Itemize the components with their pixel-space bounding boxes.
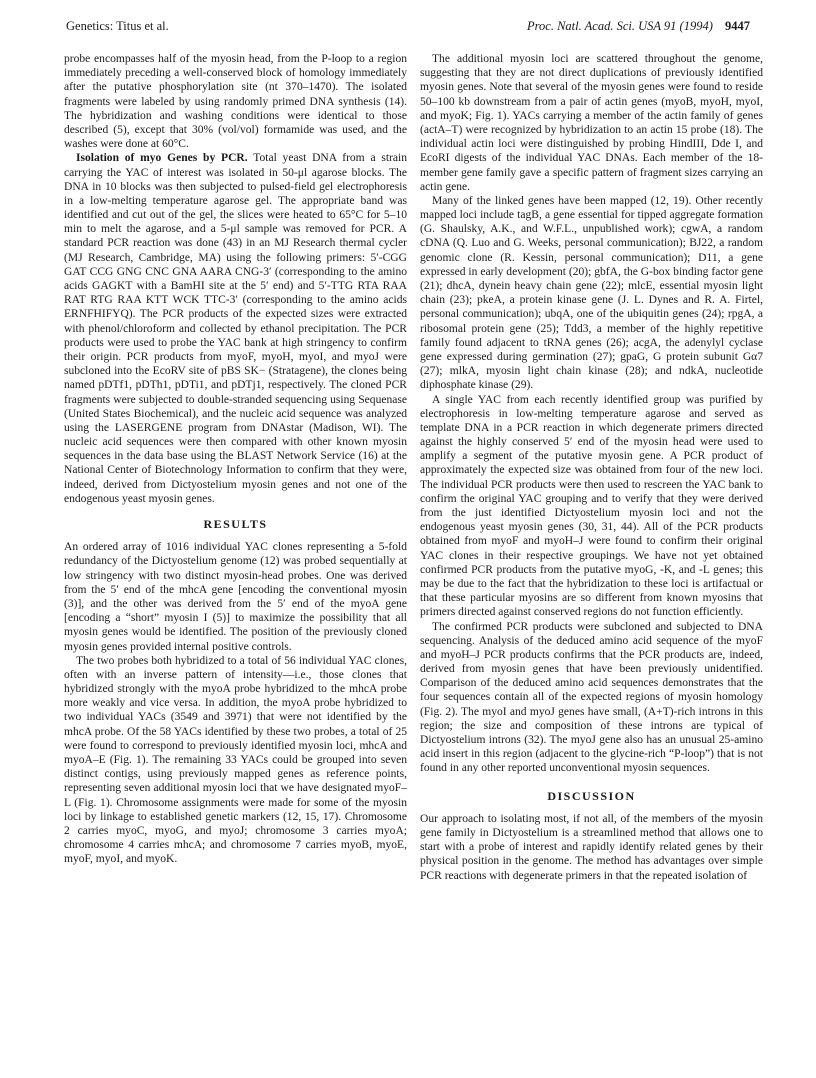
single-yac-paragraph: A single YAC from each recently identified group was purified by electrophoresis in low-melting temperature agarose and served as template DNA in a PCR reaction in which degenerate primers directed against the highly conserved 5′ end of the myosin head were used to amplify a segment of the putative myosin gene. A PCR product of approximately the expected size was obtained from four of the new loci. The individual PCR products were then used to rescreen the YAC bank to confirm the original YAC grouping and to verify that they were derived from the just identified Dictyostelium myosin loci and not the endogenous yeast myosin genes (30, 31, 44). All of the PCR products obtained from myoF and myoH–J were found to confirm their original YAC clones in their respective groupings. We have not yet obtained confirmed PCR products from the putative myoG, -K, and -L genes; this may be due to the fact that the hybridization to these loci is artifactual or that these particular myosins are so different from known myosins that primers directed against conserved regions do not function efficiently. xyxy=(420,393,763,619)
isolation-paragraph xyxy=(64,151,407,506)
discussion-heading: DISCUSSION xyxy=(547,788,636,803)
results-heading: RESULTS xyxy=(203,517,268,531)
linked-genes-paragraph: Many of the linked genes have been mapped (12, 19). Other recently mapped loci include tagB, a gene essential for tipped aggregate formation (G. Shaulsky, A.K., and W.F.L., unpublished work); cgwA, a random cDNA (Q. Luo and G. Weeks, personal communication); BJ22, a random genomic clone (R. Kessin, personal communication); D11, a gene expressed in early development (20); gbfA, the G-box binding factor gene (21); dhcA, dynein heavy chain gene (22); mlcE, essential myosin light chain (23); pkeA, a protein kinase gene (J. L. Dynes and R. A. Firtel, personal communication); ubqA, one of the ubiquitin genes (24); rpgA, a ribosomal protein gene (25); Tdd3, a member of the highly repetitive family found adjacent to tRNA genes (26); acgA, the adenylyl cyclase gene expressed during germination (27); gpaG, G protein subunit Gα7 (27); mlkA, myosin light chain kinase (28); and ndkA, nucleotide diphosphate kinase (29). xyxy=(420,194,763,392)
discussion-paragraph: Our approach to isolating most, if not all, of the members of the myosin gene family in Dictyostelium is a streamlined method that allows one to start with a probe of interest and rapidly identify related genes by their physical position in the genome. The method has advantages over simple PCR reactions with degenerate primers in that the repeated isolation of xyxy=(420,812,763,882)
running-head-journal: Proc. Natl. Acad. Sci. USA 91 (1994) xyxy=(527,19,713,33)
isolation-paragraph-text: Total yeast DNA from a strain carrying the YAC of interest was isolated in 50-μl agarose blocks. The DNA in 10 blocks was then subjected to pulsed-field gel electrophoresis in a low-melting temperature agarose gel. The appropriate band was identified and cut out of the gel, the slices were heated to 65°C for 5–10 min to melt the agarose, and a 5-μl sample was removed for PCR. A standard PCR reaction was done (43) in an MJ Research thermal cycler (MJ Research, Cambridge, MA) using the following primers: 5′-CGG GAT CCG GNG CNC GNA AARA CNG-3′ (corresponding to the amino acids GAGKT with a BamHI site at the 5′ end) and 5′-TTG RTA RAA RAT RTG RAA KTT WCK TTC-3′ (corresponding to the amino acids ERNFHIFYQ). The PCR products of the expected sizes were extracted with phenol/chloroform and collected by ethanol precipitation. The PCR products were used to probe the YAC bank at high stringency to confirm their origin. PCR products from myoF, myoH, myoI, and myoJ were subcloned into the EcoRV site of pBS SK− (Stratagene), the clones being named pDTf1, pDTh1, pDTi1, and pDTj1, respectively. The cloned PCR fragments were subjected to double-stranded sequencing using Sequenase (United States Biochemical), and the nucleic acid sequence was analyzed using the LASERGENE program from DNAstar (Madison, WI). The nucleic acid sequences were then compared with other known myosin sequences in the data base using the BLAST Network Service (16) at the National Center of Biotechnology Information to confirm that they were, indeed, derived from Dictyostelium myosin genes and not one of the endogenous yeast myosin genes. xyxy=(64,152,408,505)
methods-probe-paragraph: probe encompasses half of the myosin head, from the P-loop to a region immediately preceding a well-conserved block of homology immediately after the putative phosphorylation site (nt 370–1470). The isolated fragments were labeled by using randomly primed DNA synthesis (14). The hybridization and washing conditions were identical to those described (5), except that 30% (vol/vol) formamide was used, and the washes were done at 60°C. xyxy=(64,53,407,151)
scattered-loci-paragraph: The additional myosin loci are scattered throughout the genome, suggesting that they are not direct duplications of previously identified myosin genes. Note that several of the myosin genes were found to reside 50–100 kb downstream from a pair of actin genes (myoB, myoH, myoI, and myoK; Fig. 1). YACs carrying a member of the actin family of genes (actA–T) were recognized by hybridization to an actin 15 probe (18). The individual actin loci were distinguished by probing HindIII, Dde I, and EcoRI digests of the individual YAC DNAs. Each member of the 18-member gene family gave a specific pattern of fragment sizes carrying an actin gene. xyxy=(420,53,763,193)
results-paragraph-1: An ordered array of 1016 individual YAC clones representing a 5-fold redundancy of the Dictyostelium genome (12) was probed sequentially at low stringency with two distinct myosin-head probes. One was derived from the 5′ end of the mhcA gene [encoding the conventional myosin (3)], and the other was derived from the 5′ end of the myoA gene [encoding a “short” myosin I (5)] to maximize the possibility that all myosin genes would be identified. The position of the previously cloned myosin genes provided internal positive controls. xyxy=(64,541,407,653)
page-header xyxy=(0,19,816,39)
results-paragraph-2: The two probes both hybridized to a total of 56 individual YAC clones, often with an inverse pattern of intensity—i.e., those clones that hybridized strongly with the myoA probe hybridized to the mhcA probe more weakly and vice versa. In addition, the myoA probe hybridized to two individual YACs (3549 and 3971) that were not identified by the mhcA probe. Of the 58 YACs identified by these two probes, a total of 25 were found to correspond to previously identified myosin loci, mhcA and myoA–E (Fig. 1). The remaining 33 YACs could be grouped into seven distinct contigs, using previously mapped genes as reference points, representing seven additional myosin loci that we have designated myoF–L (Fig. 1). Chromosome assignments were made for some of the myosin loci by linkage to established genetic markers (12, 15, 17). Chromosome 2 carries myoC, myoG, and myoJ; chromosome 3 carries myoA; chromosome 4 carries mhcA; and chromosome 7 carries myoB, myoE, myoF, myoI, and myoK. xyxy=(64,654,407,866)
left-column xyxy=(64,52,407,867)
sequencing-paragraph: The confirmed PCR products were subcloned and subjected to DNA sequencing. Analysis of the deduced amino acid sequence of the myoF and myoH–J PCR products confirms that the PCR products are, indeed, derived from myosin genes that have been previously unidentified. Comparison of the deduced amino acid sequences demonstrates that the four sequences contain all of the expected regions of myosin homology (Fig. 2). The myoI and myoJ genes have small, (A+T)-rich introns in this region; the size and composition of these introns are typical of Dictyostelium introns (32). The myoJ gene also has an unusual 25-amino acid insert in this region (adjacent to the glycine-rich “P-loop”) that is not found in any other reported unconventional myosin sequences. xyxy=(420,620,763,775)
isolation-run-in-heading: Isolation of myo Genes by PCR. xyxy=(76,152,248,165)
running-head-section: Genetics: Titus et al. xyxy=(66,19,169,33)
right-column xyxy=(420,52,763,883)
page-number: 9447 xyxy=(725,19,750,33)
